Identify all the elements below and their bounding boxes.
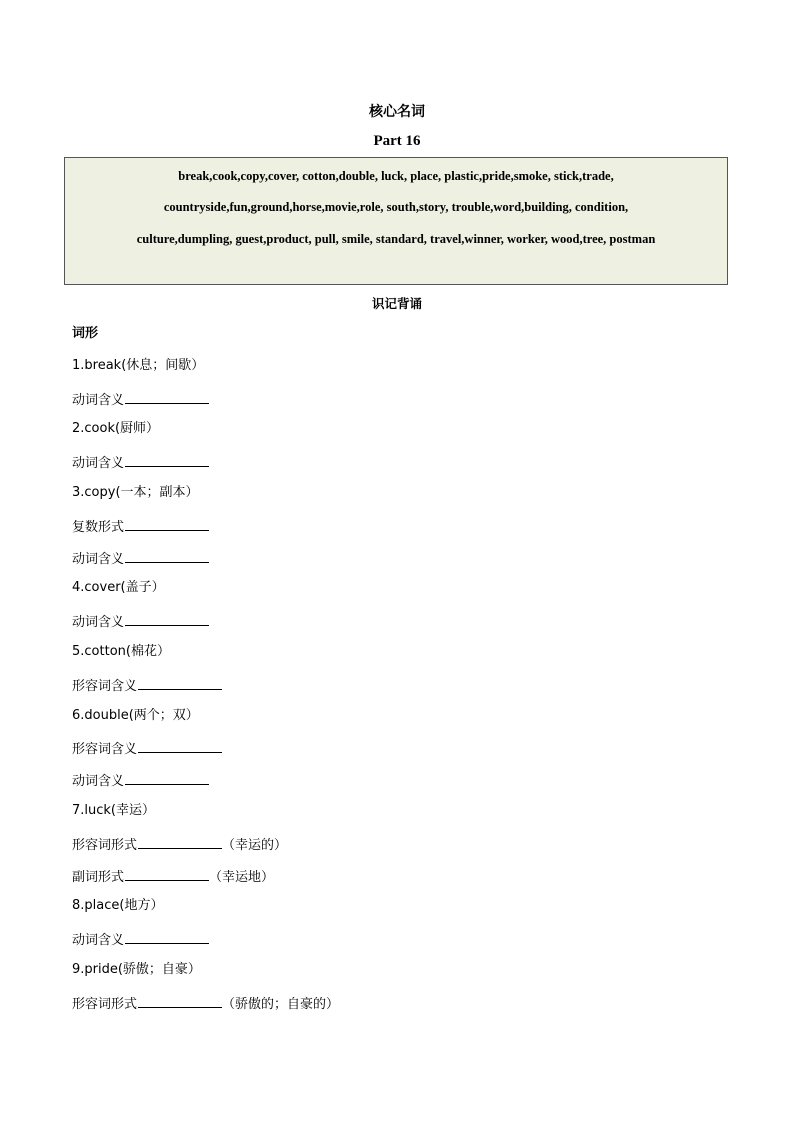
hint-text: （骄傲的；自豪的） bbox=[222, 996, 340, 1012]
word-entry bbox=[72, 707, 339, 739]
word-entry bbox=[72, 579, 339, 611]
answer-blank[interactable] bbox=[125, 389, 209, 404]
hint-text: （幸运的） bbox=[222, 837, 288, 853]
answer-blank[interactable] bbox=[125, 452, 209, 467]
word-entry bbox=[72, 484, 339, 516]
line-text: 复数形式 bbox=[72, 519, 125, 535]
part-number: Part 16 bbox=[373, 133, 421, 149]
word-entry bbox=[72, 357, 339, 389]
line-text: 形容词形式 bbox=[72, 837, 138, 853]
line-text: 6.double(两个；双） bbox=[72, 707, 199, 723]
exercise-prompt bbox=[72, 675, 339, 707]
exercise-prompt bbox=[72, 516, 339, 548]
vocabulary-line: break,cook,copy,cover, cotton,double, luck, place, plastic,pride,smoke, stick,trade, bbox=[178, 169, 614, 183]
exercise-prompt bbox=[72, 738, 339, 770]
section-label bbox=[72, 325, 339, 357]
answer-blank[interactable] bbox=[125, 866, 209, 881]
line-text: 形容词含义 bbox=[72, 742, 138, 758]
word-entry bbox=[72, 420, 339, 452]
exercise-prompt bbox=[72, 834, 339, 866]
line-text: 动词含义 bbox=[72, 615, 125, 631]
line-text: 动词含义 bbox=[72, 551, 125, 567]
line-text: 动词含义 bbox=[72, 933, 125, 949]
answer-blank[interactable] bbox=[125, 516, 209, 531]
line-text: 4.cover(盖子） bbox=[72, 580, 165, 596]
exercise-list bbox=[72, 325, 339, 1025]
answer-blank[interactable] bbox=[125, 770, 209, 785]
line-text: 1.break(休息；间歇） bbox=[72, 357, 205, 373]
exercise-prompt bbox=[72, 452, 339, 484]
answer-blank[interactable] bbox=[138, 738, 222, 753]
line-text: 5.cotton(棉花） bbox=[72, 643, 170, 659]
line-text: 7.luck(幸运） bbox=[72, 802, 156, 818]
section-title: 识记背诵 bbox=[371, 296, 422, 311]
exercise-prompt bbox=[72, 389, 339, 421]
line-text: 8.place(地方） bbox=[72, 898, 164, 914]
hint-text: （幸运地） bbox=[209, 869, 275, 885]
word-entry bbox=[72, 961, 339, 993]
vocabulary-box bbox=[64, 157, 728, 285]
vocabulary-line: culture,dumpling, guest,product, pull, smile, standard, travel,winner, worker, wood,tree, postman bbox=[136, 232, 656, 246]
exercise-prompt bbox=[72, 866, 339, 898]
line-text: 2.cook(厨师） bbox=[72, 421, 160, 437]
exercise-prompt bbox=[72, 993, 339, 1025]
answer-blank[interactable] bbox=[125, 929, 209, 944]
exercise-prompt bbox=[72, 611, 339, 643]
line-text: 3.copy(一本；副本） bbox=[72, 484, 199, 500]
line-text: 动词含义 bbox=[72, 774, 125, 790]
answer-blank[interactable] bbox=[138, 993, 222, 1008]
answer-blank[interactable] bbox=[125, 611, 209, 626]
word-entry bbox=[72, 643, 339, 675]
line-text: 9.pride(骄傲；自豪） bbox=[72, 961, 201, 977]
word-entry bbox=[72, 897, 339, 929]
line-text: 形容词含义 bbox=[72, 678, 138, 694]
answer-blank[interactable] bbox=[138, 675, 222, 690]
answer-blank[interactable] bbox=[138, 834, 222, 849]
line-text: 动词含义 bbox=[72, 456, 125, 472]
exercise-prompt bbox=[72, 548, 339, 580]
answer-blank[interactable] bbox=[125, 548, 209, 563]
line-text: 副词形式 bbox=[72, 869, 125, 885]
line-text: 形容词形式 bbox=[72, 996, 138, 1012]
exercise-prompt bbox=[72, 770, 339, 802]
line-text: 动词含义 bbox=[72, 392, 125, 408]
page-title: 核心名词 bbox=[369, 104, 425, 120]
vocabulary-line: countryside,fun,ground,horse,movie,role, south,story, trouble,word,building, condition, bbox=[163, 200, 629, 214]
line-text: 词形 bbox=[72, 326, 99, 341]
exercise-prompt bbox=[72, 929, 339, 961]
word-entry bbox=[72, 802, 339, 834]
